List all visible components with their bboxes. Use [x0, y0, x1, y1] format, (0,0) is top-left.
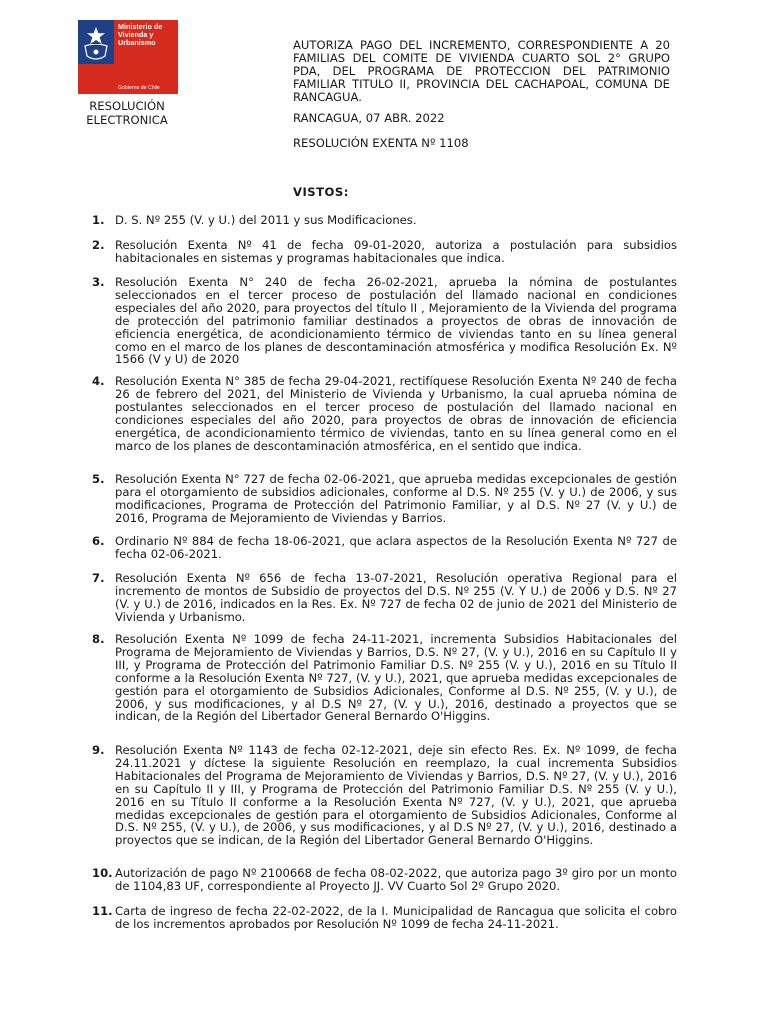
item-number: 1.	[92, 213, 105, 227]
star-icon	[86, 26, 106, 46]
item-number: 2.	[92, 238, 105, 252]
list-item	[90, 535, 677, 561]
list-item	[90, 744, 677, 847]
item-text: Resolución Exenta Nº 656 de fecha 13-07-2021, Resolución operativa Regional para el incremento de montos de Subsidio de proyectos del D.S. Nº 255 (V. Y U.) de 2006 y D.S. Nº 27 (V. y U.) de 2016, indicados en la Res. Ex. Nº 727 de fecha 02 de junio de 2021 del Ministerio de Vivienda y Urbanismo.	[115, 571, 677, 624]
item-number: 7.	[92, 571, 105, 585]
list-item	[90, 572, 677, 624]
ministry-logo	[78, 20, 178, 94]
item-text: Resolución Exenta Nº 1099 de fecha 24-11-2021, incrementa Subsidios Habitacionales del Programa de Mejoramiento de Viviendas y Barrios, D.S. Nº 27, (V. y U.), 2016 en su Capítulo II y III, y Programa de Protección del Patrimonio Familiar D.S. Nº 255 (V. y U.), 2016 en su Título II conforme a la Resolución Exenta Nº 727, (V. y U.), 2021, que aprueba medidas excepcionales de gestión para el otorgamiento de Subsidios Adicionales, Conforme al D.S. Nº 255, (V. y U.), de 2006, y sus modificaciones, y al D.S Nº 27, (V. y U.), 2016, destinado a proyectos que se indican, de la Región del Libertador General Bernardo O'Higgins.	[115, 632, 677, 724]
item-number: 8.	[92, 632, 105, 646]
item-number: 11.	[92, 904, 113, 918]
logo-flag	[78, 20, 114, 94]
item-text: Resolución Exenta N° 240 de fecha 26-02-2021, aprueba la nómina de postulantes seleccionados en el tercer proceso de postulación del llamado nacional en condiciones especiales del año 2020, para proyectos del título II , Mejoramiento de la Vivienda del programa de protección del patrimonio familiar destinados a proyectos de obras de innovación de eficiencia energética, de acondicionamiento térmico de viviendas tanto en su línea general como en el marco de los planes de descontaminación atmosférica y modifica Resolución Ex. Nº 1566 (V y U) de 2020	[115, 275, 677, 367]
logo-text-panel	[114, 20, 178, 94]
resolution-number: RESOLUCIÓN EXENTA Nº 1108	[293, 136, 469, 150]
document-title: AUTORIZA PAGO DEL INCREMENTO, CORRESPONDIENTE A 20 FAMILIAS DEL COMITE DE VIVIENDA CUARTO SOL 2° GRUPO PDA, DEL PROGRAMA DE PROTECCION DEL PATRIMONIO FAMILIAR TITULO II, PROVINCIA DEL CACHAPOAL, COMUNA DE RANCAGUA.	[293, 38, 670, 104]
item-text: Resolución Exenta N° 727 de fecha 02-06-2021, que aprueba medidas excepcionales de gestión para el otorgamiento de subsidios adicionales, conforme al D.S. Nº 255 (V. y U.) de 2006, y sus modificaciones, Programa de Protección del Patrimonio Familiar, y al D.S. Nº 27 (V. y U.) de 2016, Programa de Mejoramiento de Viviendas y Barrios.	[115, 472, 677, 525]
coat-of-arms-icon	[82, 44, 110, 62]
resolution-type-label: RESOLUCIÓN ELECTRONICA	[86, 99, 168, 127]
list-item	[90, 905, 677, 931]
logo-red-block	[78, 64, 114, 94]
list-item	[90, 473, 677, 525]
item-number: 6.	[92, 534, 105, 548]
logo-blue-block	[78, 20, 114, 64]
logo-ministry-text: Ministerio de Vivienda y Urbanismo	[118, 22, 163, 48]
item-text: Resolución Exenta Nº 1143 de fecha 02-12-2021, deje sin efecto Res. Ex. Nº 1099, de fecha 24.11.2021 y díctese la siguiente Resolución en reemplazo, la cual incrementa Subsidios Habitacionales del Programa de Mejoramiento de Viviendas y Barrios, D.S. Nº 27, (V. y U.), 2016 en su Capítulo II y III, y Programa de Protección del Patrimonio Familiar D.S. Nº 255 (V. y U.), 2016 en su Título II conforme a la Resolución Exenta Nº 727, (V. y U.), 2021, que aprueba medidas excepcionales de gestión para el otorgamiento de Subsidios Adicionales, Conforme al D.S. Nº 255, (V. y U.), de 2006, y sus modificaciones, y al D.S Nº 27, (V. y U.), 2016, destinado a proyectos que se indican, de la Región del Libertador General Bernardo O'Higgins.	[115, 743, 677, 848]
list-item	[90, 239, 677, 265]
item-text: D. S. Nº 255 (V. y U.) del 2011 y sus Modificaciones.	[115, 213, 417, 227]
item-text: Carta de ingreso de fecha 22-02-2022, de la I. Municipalidad de Rancagua que solicita el cobro de los incrementos aprobados por Resolución Nº 1099 de fecha 24-11-2021.	[115, 904, 677, 931]
item-number: 9.	[92, 743, 105, 757]
logo-gov-text: Gobierno de Chile	[118, 85, 160, 91]
item-number: 10.	[92, 866, 113, 880]
item-text: Ordinario Nº 884 de fecha 18-06-2021, que aclara aspectos de la Resolución Exenta Nº 727 de fecha 02-06-2021.	[115, 534, 677, 561]
item-number: 5.	[92, 472, 105, 486]
item-text: Autorización de pago Nº 2100668 de fecha 08-02-2022, que autoriza pago 3º giro por un monto de 1104,83 UF, correspondiente al Proyecto JJ. VV Cuarto Sol 2º Grupo 2020.	[115, 866, 677, 893]
vistos-heading: VISTOS:	[293, 185, 349, 199]
item-number: 4.	[92, 374, 105, 388]
list-item	[90, 633, 677, 723]
item-number: 3.	[92, 275, 105, 289]
list-item	[90, 214, 677, 227]
document-date: RANCAGUA, 07 ABR. 2022	[293, 111, 445, 125]
item-text: Resolución Exenta N° 385 de fecha 29-04-2021, rectifíquese Resolución Exenta Nº 240 de fecha 26 de febrero del 2021, del Ministerio de Vivienda y Urbanismo, la cual aprueba nómina de postulantes seleccionados en el tercer proceso de postulación del llamado nacional en condiciones especiales del año 2020, para proyectos de obras de innovación de eficiencia energética, de acondicionamiento térmico de viviendas, tanto en su línea general como en el marco de los planes de descontaminación atmosférica, en el sentido que indica.	[115, 374, 677, 453]
list-item	[90, 276, 677, 366]
item-text: Resolución Exenta Nº 41 de fecha 09-01-2020, autoriza a postulación para subsidios habitacionales en sistemas y programas habitacionales que indica.	[115, 238, 677, 265]
list-item	[90, 375, 677, 452]
list-item	[90, 867, 677, 893]
